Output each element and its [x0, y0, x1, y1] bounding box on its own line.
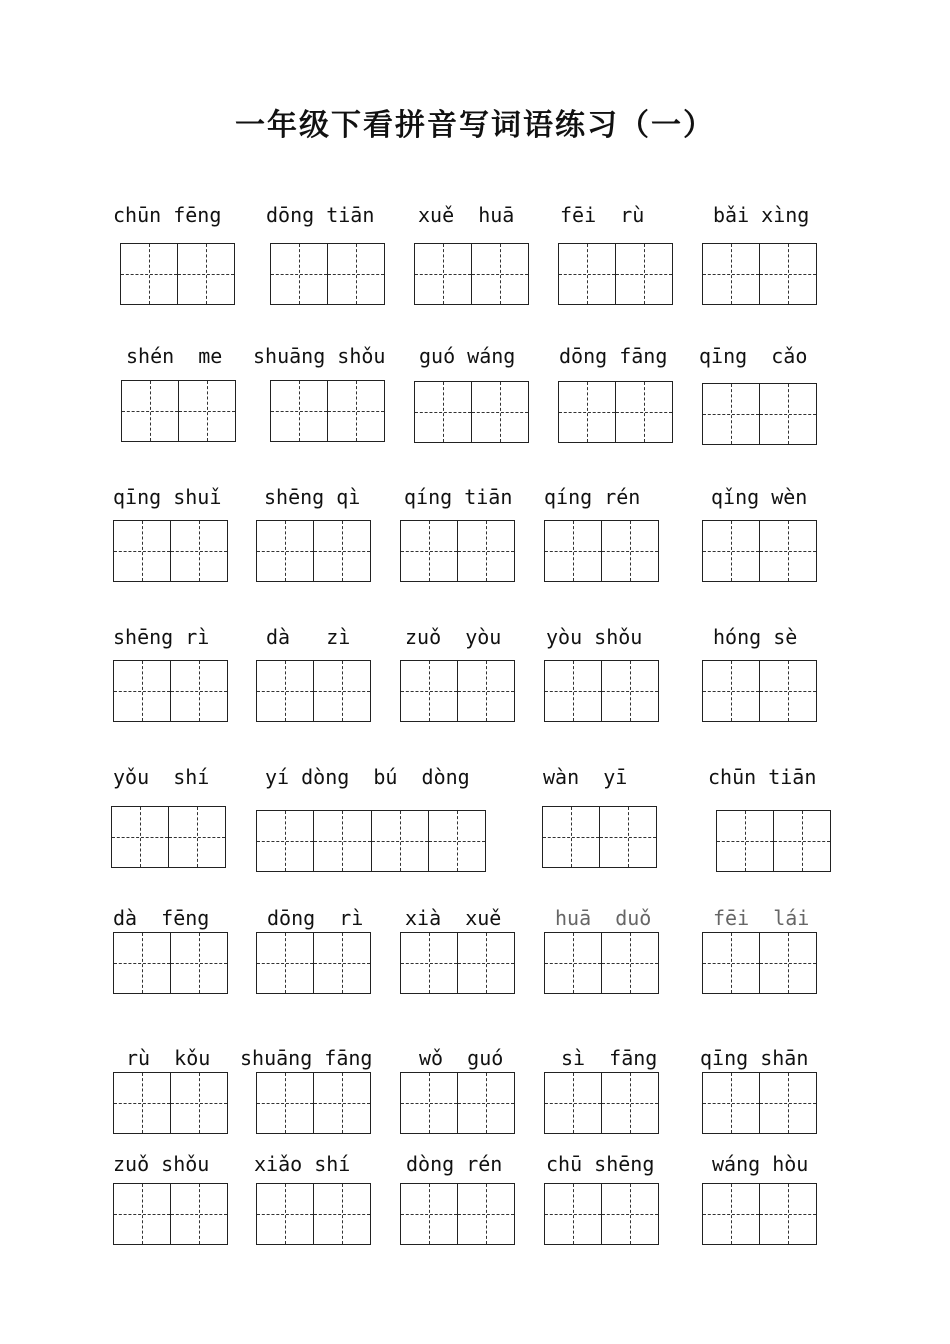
tianzige-grid [544, 932, 659, 994]
pinyin-label: qīng cǎo [699, 344, 808, 368]
writing-cell[interactable] [458, 1184, 514, 1244]
pinyin-label: dōng rì [267, 906, 364, 930]
pinyin-label: yòu shǒu [546, 625, 643, 649]
writing-cell[interactable] [458, 521, 514, 581]
writing-cell[interactable] [458, 661, 514, 721]
writing-cell[interactable] [717, 811, 774, 871]
pinyin-label: yí dòng bú dòng [265, 765, 470, 789]
writing-cell[interactable] [602, 1073, 658, 1133]
tianzige-grid [544, 1183, 659, 1245]
tianzige-grid [400, 1072, 515, 1134]
pinyin-label: fēi lái [713, 906, 810, 930]
writing-cell[interactable] [114, 661, 171, 721]
writing-cell[interactable] [703, 933, 760, 993]
pinyin-label: qíng tiān [404, 485, 513, 509]
pinyin-label: chū shēng [546, 1152, 655, 1176]
writing-cell[interactable] [257, 1184, 314, 1244]
tianzige-grid [702, 383, 817, 445]
writing-cell[interactable] [703, 1184, 760, 1244]
tianzige-grid [544, 520, 659, 582]
writing-cell[interactable] [616, 244, 672, 304]
pinyin-label: qīng shuǐ [113, 485, 222, 509]
tianzige-grid [256, 1183, 371, 1245]
writing-cell[interactable] [121, 244, 178, 304]
writing-cell[interactable] [703, 384, 760, 444]
writing-cell[interactable] [114, 933, 171, 993]
writing-cell[interactable] [760, 1184, 816, 1244]
writing-cell[interactable] [114, 1073, 171, 1133]
pinyin-label: xuě huā [418, 203, 515, 227]
tianzige-grid [400, 1183, 515, 1245]
writing-cell[interactable] [760, 933, 816, 993]
writing-cell[interactable] [458, 1073, 514, 1133]
writing-cell[interactable] [314, 1073, 370, 1133]
pinyin-label: shén me [126, 344, 223, 368]
writing-cell[interactable] [415, 244, 472, 304]
tianzige-grid [400, 520, 515, 582]
tianzige-grid [716, 810, 831, 872]
writing-cell[interactable] [545, 1184, 602, 1244]
writing-cell[interactable] [372, 811, 429, 871]
tianzige-grid [414, 381, 529, 443]
tianzige-grid [113, 660, 228, 722]
writing-cell[interactable] [314, 661, 370, 721]
writing-cell[interactable] [328, 244, 384, 304]
writing-cell[interactable] [559, 382, 616, 442]
writing-cell[interactable] [401, 521, 458, 581]
pinyin-label: chūn tiān [708, 765, 817, 789]
tianzige-grid [270, 380, 385, 442]
tianzige-grid [121, 380, 236, 442]
writing-cell[interactable] [257, 661, 314, 721]
pinyin-label: qīng shān [700, 1046, 809, 1070]
tianzige-grid [111, 806, 226, 868]
writing-cell[interactable] [171, 521, 227, 581]
writing-cell[interactable] [472, 244, 528, 304]
pinyin-label: dà zì [266, 625, 351, 649]
pinyin-label: dòng rén [406, 1152, 503, 1176]
pinyin-label: rù kǒu [126, 1046, 211, 1070]
writing-cell[interactable] [703, 244, 760, 304]
writing-cell[interactable] [314, 1184, 370, 1244]
writing-cell[interactable] [171, 1184, 227, 1244]
writing-cell[interactable] [257, 933, 314, 993]
pinyin-label: qíng rén [544, 485, 641, 509]
pinyin-label: shuāng shǒu [253, 344, 386, 368]
pinyin-label: xiǎo shí [254, 1152, 351, 1176]
tianzige-grid [702, 660, 817, 722]
pinyin-label: zuǒ shǒu [113, 1152, 210, 1176]
writing-cell[interactable] [760, 521, 816, 581]
writing-cell[interactable] [114, 521, 171, 581]
writing-cell[interactable] [401, 933, 458, 993]
writing-cell[interactable] [401, 1073, 458, 1133]
tianzige-grid [270, 243, 385, 305]
tianzige-grid [702, 520, 817, 582]
writing-cell[interactable] [545, 1073, 602, 1133]
tianzige-grid [113, 520, 228, 582]
writing-cell[interactable] [112, 807, 169, 867]
writing-cell[interactable] [169, 807, 225, 867]
writing-cell[interactable] [703, 661, 760, 721]
tianzige-grid [256, 1072, 371, 1134]
writing-cell[interactable] [122, 381, 179, 441]
writing-cell[interactable] [314, 811, 371, 871]
pinyin-label: hóng sè [713, 625, 798, 649]
writing-cell[interactable] [545, 521, 602, 581]
tianzige-grid [414, 243, 529, 305]
writing-cell[interactable] [600, 807, 656, 867]
writing-cell[interactable] [760, 661, 816, 721]
pinyin-label: yǒu shí [113, 765, 210, 789]
writing-cell[interactable] [703, 1073, 760, 1133]
writing-cell[interactable] [602, 1184, 658, 1244]
tianzige-grid [702, 932, 817, 994]
tianzige-grid [256, 810, 486, 872]
pinyin-label: dōng tiān [266, 203, 375, 227]
tianzige-grid [558, 243, 673, 305]
writing-cell[interactable] [257, 521, 314, 581]
tianzige-grid [256, 520, 371, 582]
writing-cell[interactable] [774, 811, 830, 871]
tianzige-grid [702, 1183, 817, 1245]
pinyin-label: shuāng fāng [240, 1046, 373, 1070]
writing-cell[interactable] [171, 1073, 227, 1133]
writing-cell[interactable] [616, 382, 672, 442]
pinyin-label: wáng hòu [712, 1152, 809, 1176]
writing-cell[interactable] [114, 1184, 171, 1244]
writing-cell[interactable] [472, 382, 528, 442]
writing-cell[interactable] [171, 933, 227, 993]
tianzige-grid [542, 806, 657, 868]
writing-cell[interactable] [703, 521, 760, 581]
tianzige-grid [544, 1072, 659, 1134]
tianzige-grid [558, 381, 673, 443]
pinyin-label: guó wáng [419, 344, 516, 368]
tianzige-grid [702, 243, 817, 305]
tianzige-grid [400, 660, 515, 722]
pinyin-label: wǒ guó [419, 1046, 504, 1070]
pinyin-label: chūn fēng [113, 203, 222, 227]
writing-cell[interactable] [171, 661, 227, 721]
writing-cell[interactable] [178, 244, 234, 304]
pinyin-label: xià xuě [405, 906, 502, 930]
writing-cell[interactable] [271, 381, 328, 441]
tianzige-grid [113, 932, 228, 994]
pinyin-label: zuǒ yòu [405, 625, 502, 649]
pinyin-label: bǎi xìng [713, 203, 810, 227]
pinyin-label: dà fēng [113, 906, 210, 930]
tianzige-grid [120, 243, 235, 305]
pinyin-label: shēng qì [264, 485, 361, 509]
tianzige-grid [113, 1183, 228, 1245]
pinyin-label: sì fāng [561, 1046, 658, 1070]
pinyin-label: huā duǒ [555, 906, 652, 930]
tianzige-grid [400, 932, 515, 994]
tianzige-grid [702, 1072, 817, 1134]
writing-cell[interactable] [401, 1184, 458, 1244]
writing-cell[interactable] [458, 933, 514, 993]
tianzige-grid [256, 660, 371, 722]
tianzige-grid [544, 660, 659, 722]
writing-cell[interactable] [602, 661, 658, 721]
writing-cell[interactable] [179, 381, 235, 441]
pinyin-label: qǐng wèn [711, 485, 808, 509]
writing-cell[interactable] [257, 1073, 314, 1133]
writing-cell[interactable] [271, 244, 328, 304]
page-title: 一年级下看拼音写词语练习（一） [235, 108, 715, 143]
writing-cell[interactable] [314, 521, 370, 581]
writing-cell[interactable] [401, 661, 458, 721]
writing-cell[interactable] [545, 661, 602, 721]
writing-cell[interactable] [257, 811, 314, 871]
writing-cell[interactable] [415, 382, 472, 442]
pinyin-label: fēi rù [560, 203, 645, 227]
writing-cell[interactable] [602, 521, 658, 581]
writing-cell[interactable] [543, 807, 600, 867]
writing-cell[interactable] [328, 381, 384, 441]
writing-cell[interactable] [760, 384, 816, 444]
writing-cell[interactable] [602, 933, 658, 993]
writing-cell[interactable] [429, 811, 485, 871]
writing-cell[interactable] [545, 933, 602, 993]
writing-cell[interactable] [559, 244, 616, 304]
pinyin-label: shēng rì [113, 625, 210, 649]
writing-cell[interactable] [760, 1073, 816, 1133]
pinyin-label: dōng fāng [559, 344, 668, 368]
tianzige-grid [113, 1072, 228, 1134]
tianzige-grid [256, 932, 371, 994]
writing-cell[interactable] [760, 244, 816, 304]
writing-cell[interactable] [314, 933, 370, 993]
pinyin-label: wàn yī [543, 765, 628, 789]
